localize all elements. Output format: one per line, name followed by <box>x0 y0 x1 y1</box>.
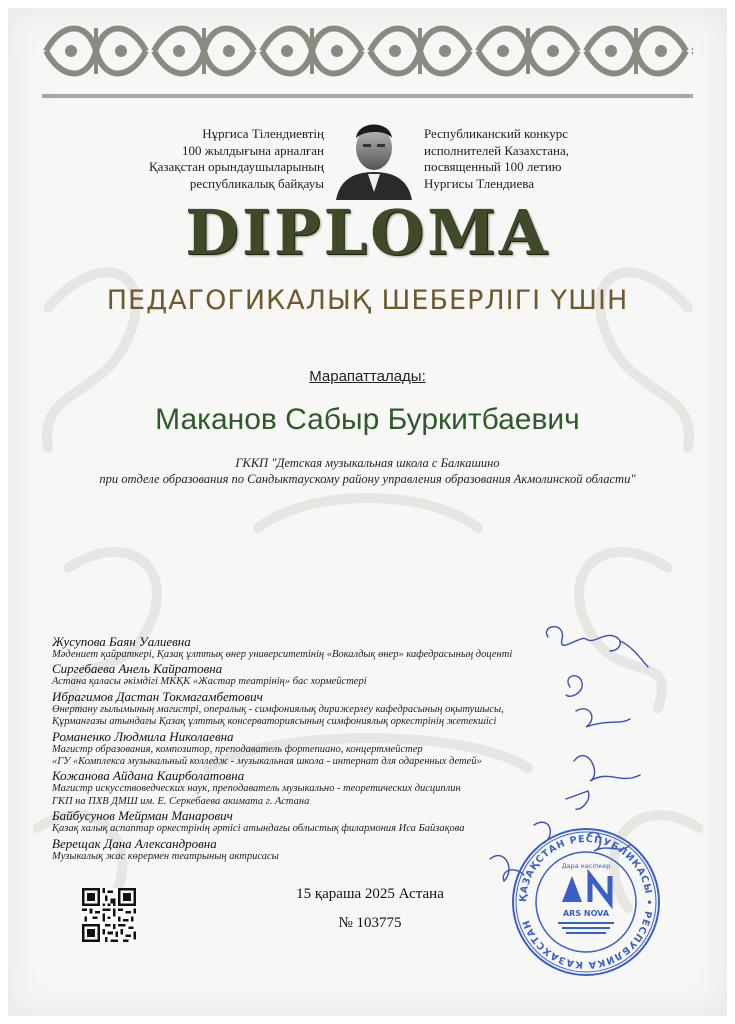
jury-member-role: Мәдениет қайраткері, Қазақ ұлттық өнер университетінің «Вокалдық өнер» кафедрасының доценті <box>52 649 513 660</box>
awarded-label-text: Марапатталады: <box>309 368 426 385</box>
jury-member-role: Астана қаласы әкімдігі МКҚК «Жастар театрінің» бас хормейстері <box>52 676 367 688</box>
jury-member-role: Магистр искусствоведческих наук, преподаватель музыкально - теоретических дисциплин <box>52 783 461 795</box>
top-ornament-band <box>42 16 693 100</box>
jury-member <box>52 729 612 769</box>
header-left-text <box>112 126 324 192</box>
recipient-organization <box>40 455 695 487</box>
jury-member <box>52 661 612 688</box>
official-stamp <box>510 826 662 978</box>
jury-member-role: ГКП на ПХВ ДМШ им. Е. Серкебаева акимата г. Астана <box>52 795 310 807</box>
organization-line: ГККП "Детская музыкальная школа с Балкашино <box>235 456 500 470</box>
header-right-line: Республиканский конкурс <box>424 126 569 141</box>
svg-text:ҚАЗАҚСТАН РЕСПУБЛИКАСЫ • РЕСПУ <box>518 834 654 970</box>
stamp-inner-text: Дара кәсіпкер <box>561 862 611 870</box>
diploma-title: DIPLOMA <box>185 196 550 269</box>
jury-member-name: Романенко Людмила Николаевна <box>52 728 234 744</box>
jury-member-name: Жусупова Баян Уалиевна <box>52 634 191 649</box>
jury-member-role: «ГУ «Комплекса музыкальный колледж - музыкальная школа - интернат для одаренных детей» <box>52 756 482 768</box>
diploma-subtitle: ПЕДАГОГИКАЛЫҚ ШЕБЕРЛІГІ ҮШІН <box>106 285 629 316</box>
qr-code[interactable] <box>82 888 136 942</box>
jury-member-name: Верещак Дана Александровна <box>52 835 217 851</box>
header-left-line: Нұргиса Тілендиевтің <box>202 126 324 141</box>
header-left-line: Қазақстан орындаушыларының <box>148 159 324 174</box>
jury-member-name: Сиргебаева Анель Кайратовна <box>52 661 223 677</box>
diploma-number: № 103775 <box>338 915 402 931</box>
organization-line: при отделе образования по Сандыктаускому району управления образования Акмолинской области" <box>99 472 636 486</box>
stamp-outer-text: ҚАЗАҚСТАН РЕСПУБЛИКАСЫ • РЕСПУБЛИКА КАЗАХСТАН <box>517 833 655 971</box>
recipient-name: Маканов Сабыр Буркитбаевич <box>155 403 580 436</box>
awarded-label <box>0 367 735 387</box>
jury-member-name: Кожанова Айдана Каирболатовна <box>52 768 245 784</box>
jury-member <box>52 689 612 729</box>
jury-member-role: Қазақ халық аспаптар оркестрінің әртісі атындағы облыстық филармония Иса Байзақова <box>52 823 465 835</box>
header-right-text <box>424 126 624 192</box>
portrait-image <box>326 112 422 200</box>
jury-member-role: Өнертану ғылымының магистрі, опералық - симфониялық дирижерлеу кафедрасының оқытушысы, <box>52 703 504 715</box>
header-right-line: исполнителей Казахстана, <box>424 142 569 158</box>
jury-member <box>52 768 612 808</box>
jury-member-name: Ибрагимов Дастан Токмагамбетович <box>52 688 263 704</box>
jury-member-role: Музыкалық жас көрермен театрының актрисасы <box>52 850 279 862</box>
stamp-brand: ARS NOVA <box>562 909 610 918</box>
jury-member-role: Құрманғазы атындағы Қазақ ұлттық консерваториясының симфониялық оркестрінің жетекшісі <box>52 716 497 728</box>
header-right-line: посвященный 100 летию <box>424 159 562 174</box>
header-left-line: республикалық байқауы <box>189 175 324 191</box>
jury-member <box>52 634 612 661</box>
jury-member-name: Байбусунов Мейрман Манарович <box>52 808 233 824</box>
header-right-line: Нургисы Тлендиева <box>424 175 535 191</box>
issue-date: 15 қараша 2025 Астана <box>296 886 444 902</box>
header-left-line: 100 жылдығына арналған <box>181 142 324 158</box>
jury-member-role: Магистр образования, композитор, преподаватель фортепиано, концертмейстер <box>52 743 423 755</box>
